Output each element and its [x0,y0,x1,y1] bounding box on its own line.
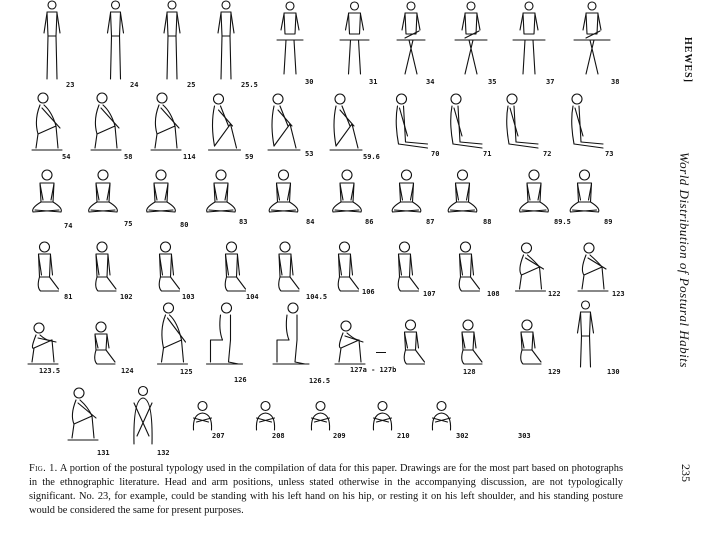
posture-figure-stand-icon [566,300,605,370]
posture-figure-bench-icon [513,0,545,82]
figure-number: 302 [456,432,469,440]
figure-caption [29,462,623,518]
figure-number: 128 [463,368,476,376]
posture-figure-bust-icon [368,400,397,432]
figure-number: 37 [546,78,555,86]
figure-number: 126.5 [309,377,331,385]
posture-figure-cross-icon [388,168,425,220]
posture-figure-cross-icon [29,168,65,220]
posture-figure-squat-icon [509,240,550,297]
figure-number: 129 [548,368,561,376]
figure-number: 103 [182,293,195,301]
figure-number: 35 [488,78,497,86]
figure-number: 34 [426,78,435,86]
figure-number: 207 [212,432,225,440]
figure-number: 25 [187,81,196,89]
figure-number: 114 [183,153,196,161]
figure-number: 209 [333,432,346,440]
posture-figure-bench-icon [277,0,303,82]
posture-figure-stand-icon [103,0,128,82]
posture-figure-kneel-icon [86,320,120,370]
posture-figure-kneel-icon [448,240,487,297]
posture-figure-cross-icon [84,168,122,220]
figure-number: 122 [548,290,561,298]
posture-figure-kneel-icon [153,240,182,297]
figure-number: 123 [612,290,625,298]
figure-number: 125 [180,368,193,376]
posture-figure-sit-legs-icon [497,90,543,156]
figure-number: 59.6 [363,153,380,161]
posture-figure-squat-icon [30,90,62,156]
figure-number: 24 [130,81,139,89]
figure-number: 124 [121,367,134,375]
figure-number: 89.5 [554,218,571,226]
posture-figure-bust-icon [251,400,280,432]
posture-figure-cross-icon [262,168,305,220]
posture-figure-cross-icon [443,168,482,220]
posture-figure-bench-icon [340,0,369,82]
posture-figure-kneel-icon [330,240,363,297]
figure-number: 130 [607,368,620,376]
figure-number: 59 [245,153,254,161]
posture-figure-stand-icon [158,0,186,82]
caption-text: A portion of the postural typology used in the compilation of data for this paper. Drawings are for the most part based on photographs in the ethnographic literature. Head and arm positions, unless stated otherwise in the accompanying discussion, are not typologically significant. No. 23, for example, could be standing with his left hand on his hip, or resting it on his left shoulder, and his standing posture would be considered the same for present purposes. [29,463,623,516]
figure-number: 89 [604,218,613,226]
posture-figure-stand-icon [38,0,66,82]
posture-figure-bust-icon [122,385,164,446]
posture-figure-cross-icon [145,168,177,220]
figure-number: 72 [543,150,552,158]
figure-number: 102 [120,293,133,301]
figure-number: 75 [124,220,133,228]
posture-figure-kneel-icon [29,240,64,297]
posture-figure-squat-icon [330,318,368,370]
page-number: 235 [679,464,693,482]
posture-figure-bust-icon [187,400,218,432]
figure-number: 127a - 127b [350,366,397,374]
figure-number: 38 [611,78,620,86]
figure-number: 106 [362,288,375,296]
posture-figure-kneel-one-icon [272,300,310,370]
figure-number: 53 [305,150,314,158]
posture-figure-bust-icon [310,400,331,432]
figure-number: 71 [483,150,492,158]
posture-figure-sit-legs-icon [445,90,483,156]
posture-figure-cross-icon [512,168,556,220]
posture-figure-squat-icon [147,90,183,156]
posture-figure-kneel-icon [390,240,423,297]
posture-figure-cross-icon [330,168,364,220]
posture-figure-sit-knees-icon [330,90,362,156]
figure-number: 104 [246,293,259,301]
figure-number: 54 [62,153,71,161]
caption-lead: Fig. 1. [29,463,58,474]
figure-number: 108 [487,290,500,298]
figure-number: 210 [397,432,410,440]
figure-number: 131 [97,449,110,457]
figure-number: 70 [431,150,440,158]
posture-figure-kneel-icon [395,318,430,370]
posture-figure-squat-icon [574,240,610,297]
posture-figure-kneel-icon [508,318,550,370]
figure-number: 303 [518,432,531,440]
posture-figure-cross-icon [204,168,238,220]
figure-number: 86 [365,218,374,226]
figure-number: 23 [66,81,75,89]
posture-figure-sit-knees-icon [263,90,305,156]
figure-number: 88 [483,218,492,226]
posture-figure-squat-icon [22,320,62,370]
figure-number: 31 [369,78,378,86]
posture-figure-sit-knees-icon [205,90,244,156]
posture-figure-kneel-icon [88,240,120,297]
figure-number: 83 [239,218,248,226]
figure-number: 208 [272,432,285,440]
posture-figure-kneel-icon [216,240,251,297]
figure-number: 73 [605,150,614,158]
posture-figure-sit-legs-icon [565,90,605,156]
posture-figure-squat-icon [86,90,124,156]
figure-number: 30 [305,78,314,86]
running-head-author: HEWES] [682,37,693,84]
posture-figure-squat-icon [62,385,102,446]
figure-number: 84 [306,218,315,226]
range-dash [376,352,386,353]
posture-figure-kneel-one-icon [206,300,243,370]
figure-number: 107 [423,290,436,298]
posture-figure-bench-cross-icon [455,0,487,82]
figure-number: 87 [426,218,435,226]
figure-number: 80 [180,221,189,229]
figure-number: 126 [234,376,247,384]
figure-number: 81 [64,293,73,301]
posture-figure-bust-icon [427,400,456,432]
figure-number: 25.5 [241,81,258,89]
posture-figure-bench-cross-icon [574,0,610,82]
figure-number: 123.5 [39,367,61,375]
posture-figure-sit-legs-icon [389,90,430,156]
figure-number: 104.5 [306,293,328,301]
figure-number: 132 [157,449,170,457]
posture-figure-bench-cross-icon [397,0,425,82]
posture-figure-kneel-icon [268,240,306,297]
figure-number: 74 [64,222,73,230]
figure-number: 58 [124,153,133,161]
running-head-title: World Distribution of Postural Habits [677,152,692,368]
posture-figure-cross-icon [565,168,604,220]
posture-figure-stand-icon [212,0,240,82]
posture-figure-kneel-icon [450,318,490,370]
posture-figure-squat-icon [156,300,187,370]
